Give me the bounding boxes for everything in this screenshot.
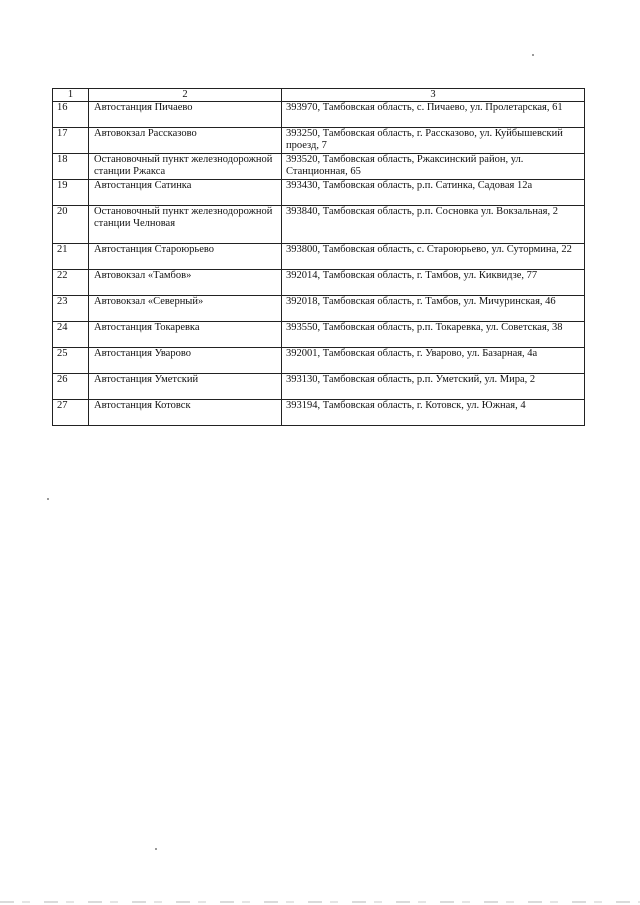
- station-address: 393130, Тамбовская область, р.п. Уметский, ул. Мира, 2: [282, 374, 585, 400]
- row-number: 22: [53, 270, 89, 296]
- station-name: Автостанция Староюрьево: [89, 244, 282, 270]
- station-name: Автостанция Уварово: [89, 348, 282, 374]
- station-address: 393520, Тамбовская область, Ржаксинский район, ул. Станционная, 65: [282, 154, 585, 180]
- table-row: [53, 206, 585, 244]
- station-name: Остановочный пункт железнодорожной станции Челновая: [89, 206, 282, 244]
- table-row: [53, 374, 585, 400]
- row-number: 24: [53, 322, 89, 348]
- row-number: 17: [53, 128, 89, 154]
- row-number: 26: [53, 374, 89, 400]
- station-address: 392014, Тамбовская область, г. Тамбов, ул. Киквидзе, 77: [282, 270, 585, 296]
- station-name: Остановочный пункт железнодорожной станции Ржакса: [89, 154, 282, 180]
- scan-speck: [155, 848, 157, 850]
- table-row: [53, 348, 585, 374]
- table-row: [53, 296, 585, 322]
- row-number: 16: [53, 102, 89, 128]
- station-name: Автостанция Токаревка: [89, 322, 282, 348]
- table-header-row: [53, 89, 585, 102]
- scan-edge-artifact: [0, 901, 640, 903]
- row-number: 25: [53, 348, 89, 374]
- station-address: 393250, Тамбовская область, г. Рассказово, ул. Куйбышевский проезд, 7: [282, 128, 585, 154]
- scan-speck: [532, 54, 534, 56]
- table-row: [53, 128, 585, 154]
- station-address: 392001, Тамбовская область, г. Уварово, ул. Базарная, 4а: [282, 348, 585, 374]
- station-address: 393194, Тамбовская область, г. Котовск, ул. Южная, 4: [282, 400, 585, 426]
- row-number: 18: [53, 154, 89, 180]
- station-address: 392018, Тамбовская область, г. Тамбов, ул. Мичуринская, 46: [282, 296, 585, 322]
- station-name: Автовокзал «Тамбов»: [89, 270, 282, 296]
- table-row: [53, 154, 585, 180]
- station-address: 393800, Тамбовская область, с. Староюрьево, ул. Сутормина, 22: [282, 244, 585, 270]
- station-address: 393840, Тамбовская область, р.п. Сосновка ул. Вокзальная, 2: [282, 206, 585, 244]
- row-number: 27: [53, 400, 89, 426]
- bus-stations-table: [52, 88, 585, 426]
- station-address: 393970, Тамбовская область, с. Пичаево, ул. Пролетарская, 61: [282, 102, 585, 128]
- station-name: Автостанция Пичаево: [89, 102, 282, 128]
- table-row: [53, 322, 585, 348]
- station-name: Автостанция Сатинка: [89, 180, 282, 206]
- row-number: 23: [53, 296, 89, 322]
- station-address: 393550, Тамбовская область, р.п. Токаревка, ул. Советская, 38: [282, 322, 585, 348]
- station-name: Автостанция Уметский: [89, 374, 282, 400]
- table-row: [53, 270, 585, 296]
- table-row: [53, 244, 585, 270]
- scan-speck: [47, 498, 49, 500]
- station-name: Автовокзал «Северный»: [89, 296, 282, 322]
- column-header-name: 2: [89, 89, 282, 102]
- row-number: 20: [53, 206, 89, 244]
- table-row: [53, 180, 585, 206]
- row-number: 21: [53, 244, 89, 270]
- station-name: Автовокзал Рассказово: [89, 128, 282, 154]
- table-row: [53, 102, 585, 128]
- column-header-address: 3: [282, 89, 585, 102]
- station-name: Автостанция Котовск: [89, 400, 282, 426]
- table-row: [53, 400, 585, 426]
- station-address: 393430, Тамбовская область, р.п. Сатинка, Садовая 12а: [282, 180, 585, 206]
- column-header-number: 1: [53, 89, 89, 102]
- row-number: 19: [53, 180, 89, 206]
